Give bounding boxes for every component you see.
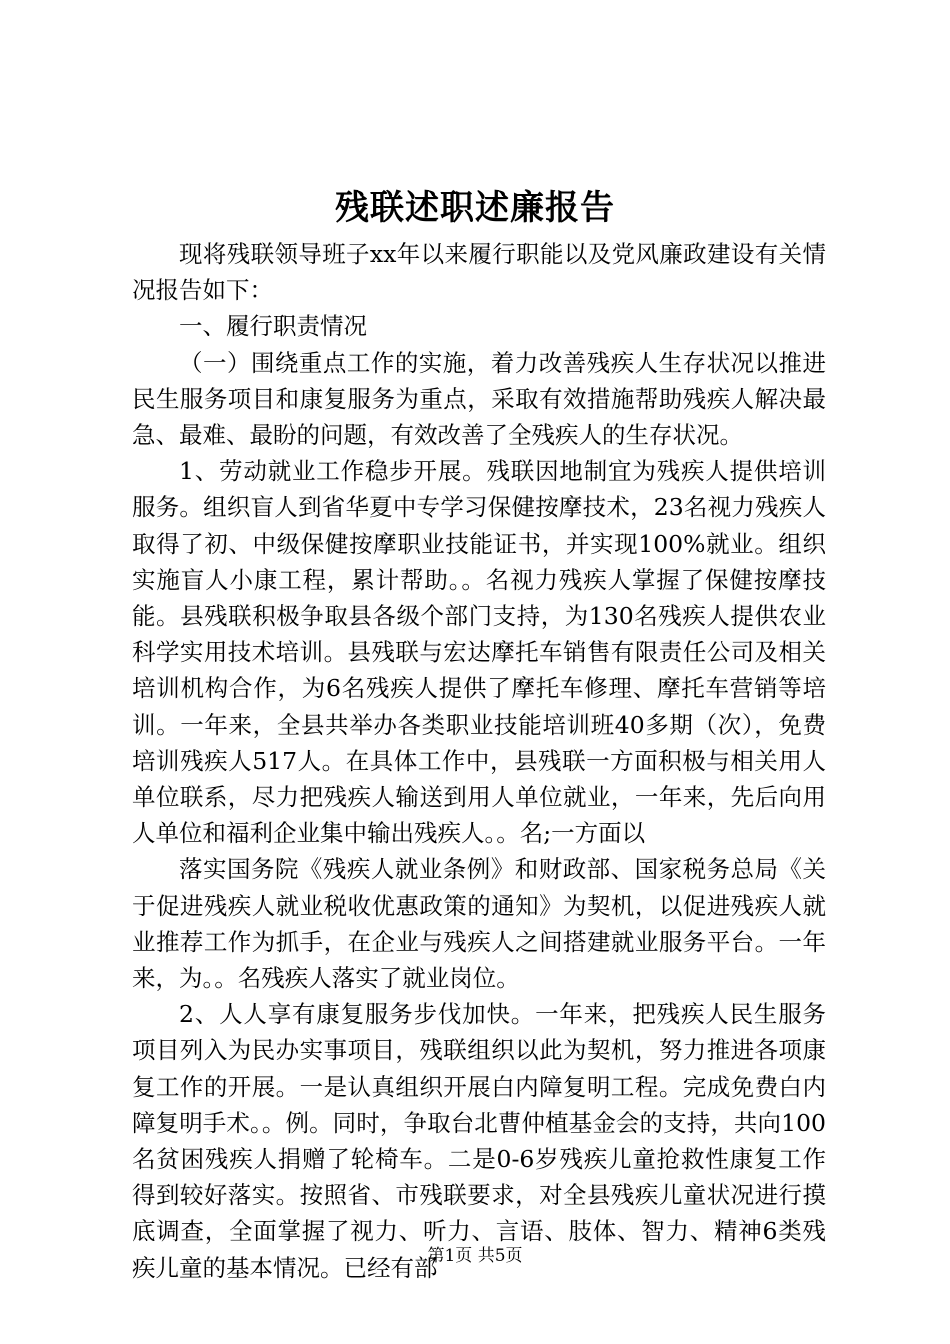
page-footer: 第1页 共5页 (427, 1246, 523, 1266)
employment-paragraph: 1、劳动就业工作稳步开展。残联因地制宜为残疾人提供培训服务。组织盲人到省华夏中专学习保健按摩技术，23名视力残疾人取得了初、中级保健按摩职业技能证书，并实现100%就业。组织实施盲人小康工程，累计帮助。。名视力残疾人掌握了保健按摩技能。县残联积极争取县各级个部门支持，为130名残疾人提供农业科学实用技术培训。县残联与宏达摩托车销售有限责任公司及相关培训机构合作，为6名残疾人提供了摩托车修理、摩托车营销等培训。一年来，全县共举办各类职业技能培训班40多期（次），免费培训残疾人517人。在具体工作中，县残联一方面积极与相关用人单位联系，尽力把残疾人输送到用人单位就业，一年来，先后向用人单位和福利企业集中输出残疾人。。名;一方面以 (132, 457, 826, 848)
intro-paragraph: 现将残联领导班子xx年以来履行职能以及党风廉政建设有关情况报告如下： (132, 240, 826, 305)
rehabilitation-paragraph: 2、人人享有康复服务步伐加快。一年来，把残疾人民生服务项目列入为民办实事项目，残联组织以此为契机，努力推进各项康复工作的开展。一是认真组织开展白内障复明工程。完成免费白内障复明手术。。例。同时，争取台北曹仲植基金会的支持，共向100名贫困残疾人捐赠了轮椅车。二是0-6岁残疾儿童抢救性康复工作得到较好落实。按照省、市残联要求，对全县残疾儿童状况进行摸底调查，全面掌握了视力、听力、言语、肢体、智力、精神6类残疾儿童的基本情况。已经有部 (132, 1000, 826, 1282)
document-title: 残联述职述廉报告 (335, 188, 615, 228)
document-body (132, 236, 826, 1286)
employment-policy-paragraph: 落实国务院《残疾人就业条例》和财政部、国家税务总局《关于促进残疾人就业税收优惠政策的通知》为契机，以促进残疾人就业推荐工作为抓手，在企业与残疾人之间搭建就业服务平台。一年来，为。。名残疾人落实了就业岗位。 (132, 855, 826, 993)
subsection-paragraph: （一）围绕重点工作的实施，着力改善残疾人生存状况以推进民生服务项目和康复服务为重点，采取有效措施帮助残疾人解决最急、最难、最盼的问题，有效改善了全残疾人的生存状况。 (132, 348, 826, 450)
section-heading: 一、履行职责情况 (179, 312, 367, 341)
